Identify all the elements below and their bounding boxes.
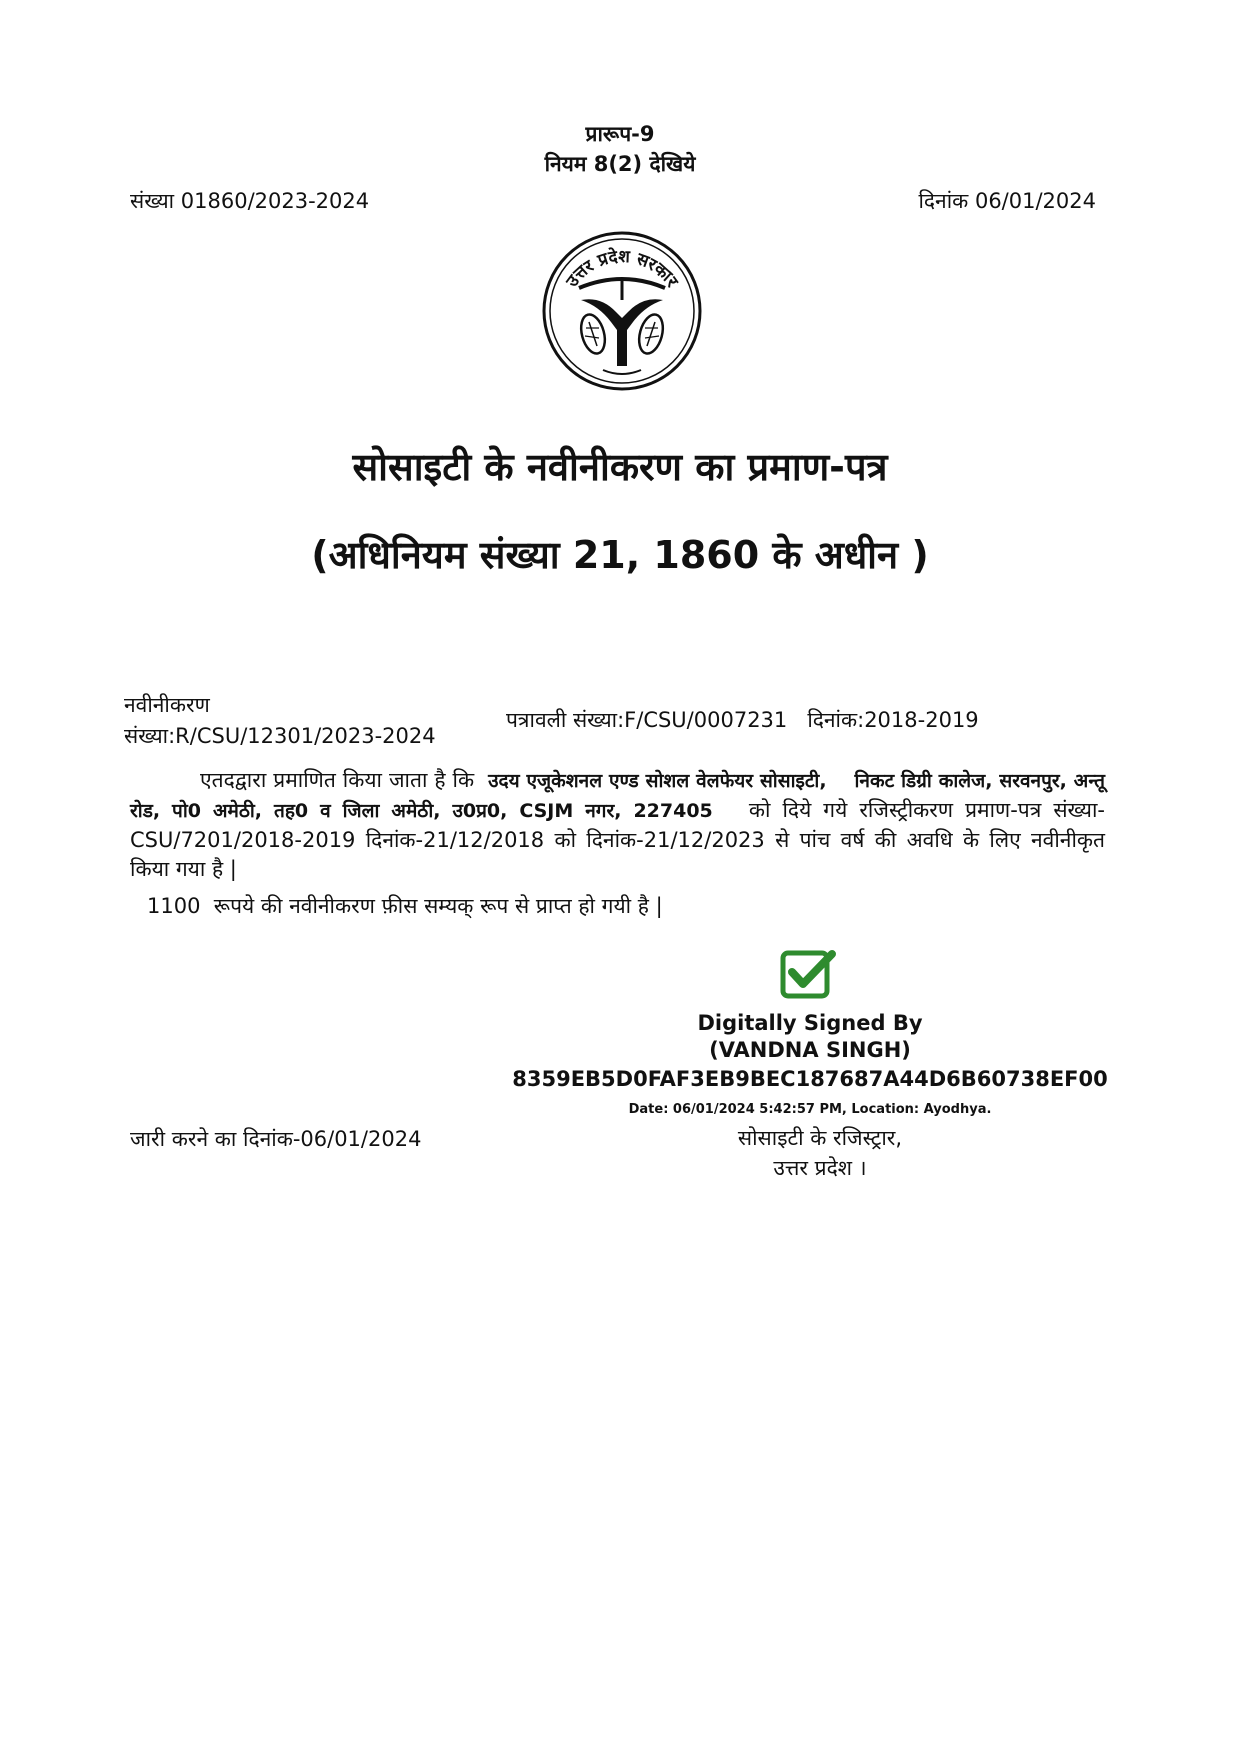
signature-meta: Date: 06/01/2024 5:42:57 PM, Location: Ayodhya.: [628, 1102, 992, 1117]
certificate-body: [130, 766, 1105, 884]
fee-statement: 1100 रूपये की नवीनीकरण फ़ीस सम्यक् रूप से प्राप्त हो गयी है |: [147, 894, 663, 918]
green-checkmark-icon: [780, 948, 838, 1000]
file-number-value: पत्रावली संख्या:F/CSU/0007231: [506, 708, 788, 732]
digital-signature-block: [440, 1010, 1180, 1125]
issue-date: दिनांक 06/01/2024: [918, 189, 1096, 213]
renewal-number-value: संख्या:R/CSU/12301/2023-2024: [124, 724, 436, 748]
renewal-label: नवीनीकरण: [124, 693, 210, 717]
signed-by-label: Digitally Signed By: [697, 1011, 923, 1035]
form-number: प्रारूप-9: [585, 122, 655, 146]
society-address: निकट डिग्री कालेज, सरवनपुर, अन्तू रोड, पो0 अमेठी, तह0 व जिला अमेठी, उ0प्र0, CSJM नगर, 227405: [130, 770, 1106, 822]
file-number: [506, 706, 979, 734]
signer-name: (VANDNA SINGH): [709, 1038, 911, 1062]
certificate-title: सोसाइटी के नवीनीकरण का प्रमाण-पत्र: [352, 445, 888, 489]
society-name: उदय एजूकेशनल एण्ड सोशल वेलफेयर सोसाइटी,: [488, 770, 827, 792]
registrar-line-2: उत्तर प्रदेश ।: [773, 1156, 867, 1180]
registrar-line-1: सोसाइटी के रजिस्ट्रार,: [737, 1126, 903, 1150]
body-intro: एतदद्वारा प्रमाणित किया जाता है कि: [200, 768, 475, 792]
rule-reference: नियम 8(2) देखिये: [544, 152, 696, 176]
svg-text:उत्तर प्रदेश सरकार: उत्तर प्रदेश सरकार: [562, 246, 682, 292]
certificate-subtitle: (अधिनियम संख्या 21, 1860 के अधीन ): [311, 533, 929, 577]
renewal-number: [124, 690, 436, 752]
issue-date-footer: जारी करने का दिनांक-06/01/2024: [130, 1127, 422, 1151]
reference-number: संख्या 01860/2023-2024: [130, 189, 370, 213]
up-government-emblem-seal-icon: [541, 230, 703, 392]
body-rest: को दिये गये रजिस्ट्रीकरण प्रमाण-पत्र संख्या- CSU/7201/2018-2019 दिनांक-21/12/2018 को दिनांक-21/12/2023 से पांच वर्ष की अवधि के लिए नवीनीकृत किया गया है |: [130, 798, 1106, 881]
file-date: दिनांक:2018-2019: [807, 708, 979, 732]
signature-hash: 8359EB5D0FAF3EB9BEC187687A44D6B60738EF00: [512, 1067, 1108, 1091]
registrar-designation: [620, 1123, 1020, 1183]
